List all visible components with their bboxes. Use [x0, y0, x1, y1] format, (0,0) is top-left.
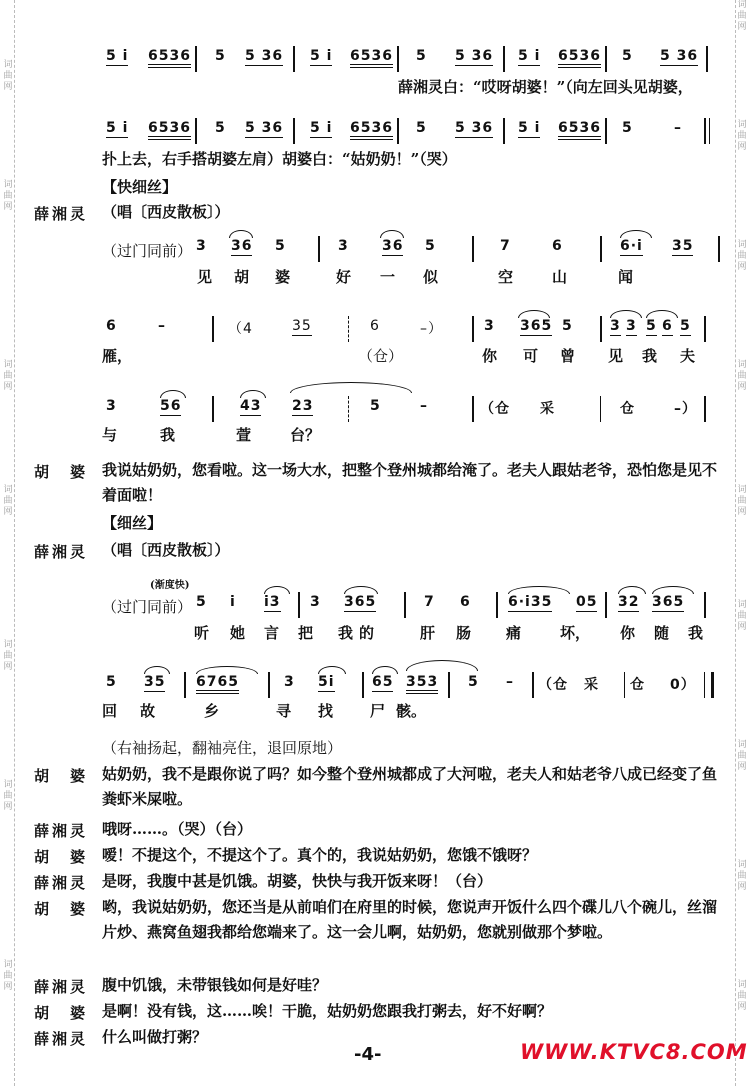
dialogue-text: 腹中饥饿，未带银钱如何是好哇？	[102, 976, 328, 994]
note-group: 6·i35	[508, 594, 553, 610]
dialogue-text: 我说姑奶奶，您看啦。这一场大水，把整个登州城都给淹了。老夫人跟姑老爷，恐怕您是见不着面啦！	[102, 461, 718, 504]
note-group: 32	[618, 594, 640, 610]
speaker-name: 薛湘灵	[34, 1030, 89, 1048]
note: 5	[646, 318, 657, 334]
note: 3	[626, 318, 637, 334]
watermark-left: 词 曲 网	[3, 360, 13, 392]
tempo-marking: (渐度快)	[150, 580, 190, 591]
note-group: 6765	[196, 674, 239, 694]
left-margin-edge	[0, 0, 15, 1086]
note: 6	[662, 318, 673, 334]
section-label: 【快细丝】	[102, 178, 178, 196]
page-number: -4-	[354, 1044, 382, 1065]
note-group: 6536	[350, 48, 393, 68]
watermark-right: 词 曲 网	[737, 240, 747, 272]
interlude-label: （过门同前）	[102, 598, 193, 616]
note: 仓	[630, 677, 645, 693]
note: 仓	[620, 401, 635, 417]
dialogue-text: （唱〔西皮散板〕）	[102, 541, 230, 559]
note-group: 65	[372, 674, 394, 690]
speaker-name: 胡 婆	[34, 463, 89, 481]
note-group: 6·i	[620, 238, 643, 254]
note-group: 36	[382, 238, 404, 254]
note: 0）	[670, 677, 696, 693]
note: –	[506, 674, 514, 690]
note-group: 6536	[558, 120, 601, 140]
note: –）	[674, 401, 697, 417]
note-group: i3	[264, 594, 281, 610]
note-group: 43	[240, 398, 262, 414]
note-group: 5 36	[660, 48, 699, 64]
note-group: 5	[416, 120, 427, 136]
note: 采	[584, 677, 599, 693]
speaker-name: 薛湘灵	[34, 874, 89, 892]
stage-direction: 薛湘灵白：“哎呀胡婆！”（向左回头见胡婆，	[398, 78, 693, 96]
note: 7	[424, 594, 435, 610]
note: 5	[562, 318, 573, 334]
note: （4	[228, 321, 253, 337]
stage-direction: 扑上去，右手搭胡婆左肩）胡婆白：“姑奶奶！”（哭）	[102, 150, 457, 168]
note-group: 365	[520, 318, 553, 334]
dialogue-text: 哟，我说姑奶奶，您还当是从前咱们在府里的时候，您说声开饭什么四个碟儿八个碗儿，丝溜片炒、燕窝鱼翅我都给您端来了。这一会儿啊，姑奶奶，您就别做那个梦啦。	[102, 898, 718, 941]
note: （仓	[480, 401, 510, 417]
note: 3	[484, 318, 495, 334]
note-group: 5 36	[455, 48, 494, 64]
speaker-name: 胡 婆	[34, 900, 89, 918]
note-group: 35	[292, 318, 312, 334]
note-group: 5 i	[106, 120, 129, 136]
watermark-right: 词 曲 网	[737, 600, 747, 632]
note-group: 6536	[558, 48, 601, 68]
watermark-right: 词 曲 网	[737, 360, 747, 392]
note: 5	[275, 238, 286, 254]
note: –）	[420, 321, 443, 337]
note: 5	[370, 398, 381, 414]
notation-row-6	[100, 592, 720, 618]
note: 7	[500, 238, 511, 254]
notation-row-1	[100, 46, 720, 72]
note: 3	[196, 238, 207, 254]
note: 5	[106, 674, 117, 690]
watermark-left: 词 曲 网	[3, 60, 13, 92]
note-group: 6536	[148, 120, 191, 140]
note-group: 5 36	[455, 120, 494, 136]
watermark-left: 词 曲 网	[3, 485, 13, 517]
watermark-left: 词 曲 网	[3, 180, 13, 212]
note-group: 5	[215, 120, 226, 136]
note-group: 5 i	[106, 48, 129, 64]
dialogue-text: 嗳！不提这个，不提这个了。真个的，我说姑奶奶，您饿不饿呀？	[102, 846, 538, 864]
note: i	[230, 594, 236, 610]
note-group: 36	[231, 238, 253, 254]
note: 6	[460, 594, 471, 610]
note-group: 23	[292, 398, 314, 414]
note-group: 35	[144, 674, 166, 690]
note-group: 5 36	[245, 120, 284, 136]
section-label: 【细丝】	[102, 514, 163, 532]
note-group: 5	[215, 48, 226, 64]
speaker-name: 薛湘灵	[34, 822, 89, 840]
note: （仓	[538, 677, 568, 693]
speaker-name: 薛湘灵	[34, 978, 89, 996]
watermark-left: 词 曲 网	[3, 640, 13, 672]
note: 5	[196, 594, 207, 610]
note-group: 5	[622, 120, 633, 136]
speaker-name: 薛湘灵	[34, 205, 89, 223]
stage-direction: （右袖扬起，翻袖亮住，退回原地）	[102, 739, 343, 757]
notation-row-2	[100, 118, 720, 144]
note: 3	[284, 674, 295, 690]
notation-row-5	[100, 396, 720, 422]
note-group: 5i	[318, 674, 335, 690]
note: 3	[310, 594, 321, 610]
note-group: –	[674, 120, 682, 136]
note-group: 6536	[148, 48, 191, 68]
note-group: 353	[406, 674, 438, 694]
note: 3	[338, 238, 349, 254]
note: –	[158, 318, 166, 334]
note: 6	[552, 238, 563, 254]
dialogue-text: 哦呀……。（哭）（台）	[102, 820, 253, 838]
note: 5	[680, 318, 691, 334]
speaker-name: 胡 婆	[34, 767, 89, 785]
watermark-right: 词 曲 网	[737, 485, 747, 517]
site-watermark: WWW.KTVC8.COM	[520, 1040, 748, 1064]
watermark-right: 词 曲 网	[737, 0, 747, 32]
speaker-name: 胡 婆	[34, 848, 89, 866]
note-group: 5	[416, 48, 427, 64]
note-group: 365	[344, 594, 377, 610]
note-group: 5 i	[518, 48, 541, 64]
note: 6	[106, 318, 117, 334]
note: 3	[106, 398, 117, 414]
note: 6	[370, 318, 380, 334]
note-group: 05	[576, 594, 598, 610]
right-margin-edge	[735, 0, 750, 1086]
watermark-right: 词 曲 网	[737, 120, 747, 152]
dialogue-text: （唱〔西皮散板〕）	[102, 203, 230, 221]
watermark-right: 词 曲 网	[737, 860, 747, 892]
note: 3	[610, 318, 621, 334]
dialogue-text: 是啊！没有钱，这……唉！干脆，姑奶奶您跟我打粥去，好不好啊？	[102, 1002, 553, 1020]
note: 5	[468, 674, 479, 690]
note: 5	[425, 238, 436, 254]
note: –	[420, 398, 428, 414]
note-group: 5 i	[310, 120, 333, 136]
notation-row-7	[100, 672, 720, 698]
notation-row-3	[100, 236, 720, 262]
watermark-left: 词 曲 网	[3, 780, 13, 812]
note-group: 5 36	[245, 48, 284, 64]
speaker-name: 薛湘灵	[34, 543, 89, 561]
interlude-label: （过门同前）	[102, 242, 193, 260]
watermark-right: 词 曲 网	[737, 980, 747, 1012]
note-group: 5 i	[518, 120, 541, 136]
dialogue-text: 是呀，我腹中甚是饥饿。胡婆，快快与我开饭来呀！（台）	[102, 872, 493, 890]
note-group: 365	[652, 594, 685, 610]
note-group: 5	[622, 48, 633, 64]
dialogue-text: 什么叫做打粥？	[102, 1028, 208, 1046]
dialogue-text: 姑奶奶，我不是跟你说了吗？如今整个登州城都成了大河啦，老夫人和姑老爷八成已经变了鱼粪虾米屎啦。	[102, 765, 718, 808]
note-group: 6536	[350, 120, 393, 140]
note-group: 35	[672, 238, 694, 254]
notation-row-4	[100, 316, 720, 342]
note-group: 56	[160, 398, 182, 414]
watermark-left: 词 曲 网	[3, 960, 13, 992]
note-group: 5 i	[310, 48, 333, 64]
watermark-right: 词 曲 网	[737, 740, 747, 772]
note: 采	[540, 401, 555, 417]
speaker-name: 胡 婆	[34, 1004, 89, 1022]
